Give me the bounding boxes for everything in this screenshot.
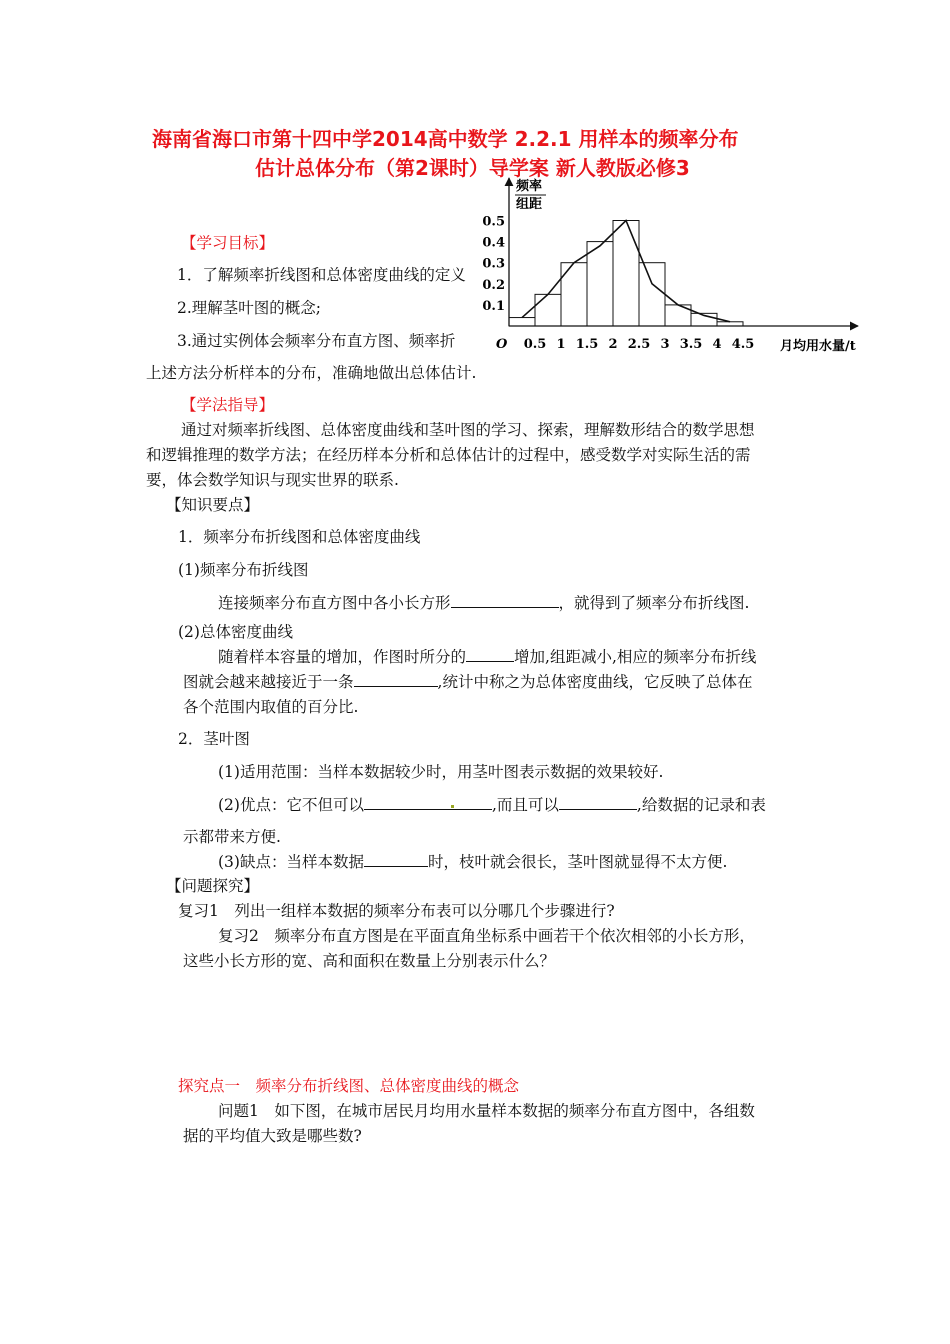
y-tick-label: 0.1 [482, 298, 505, 314]
answer-blank[interactable] [451, 593, 559, 608]
method-line-1: 通过对频率折线图、总体密度曲线和茎叶图的学习、探索，理解数形结合的数学思想 [181, 421, 755, 439]
answer-blank[interactable] [559, 795, 637, 810]
histogram-bar [535, 294, 561, 326]
x-tick-label: 4.5 [731, 337, 755, 352]
section-1-2-text-cont: 图就会越来越接近于一条 ,统计中称之为总体密度曲线，它反映了总体在 [183, 673, 753, 691]
section-1-1-text: 连接频率分布直方图中各小长方形 ，就得到了频率分布折线图. [218, 594, 750, 612]
x-axis-label: 月均用水量/t [780, 339, 856, 354]
x-tick-label: 1 [556, 337, 566, 352]
objective-3: 3.通过实例体会频率分布直方图、频率折 [177, 332, 456, 350]
x-tick-label: 3.5 [679, 337, 703, 352]
method-line-3: 要，体会数学知识与现实世界的联系. [146, 471, 399, 489]
x-tick-label: 1.5 [575, 337, 599, 352]
histogram-bar [613, 221, 639, 327]
section-1-1-title: (1)频率分布折线图 [178, 561, 309, 579]
page-title-line2: 估计总体分布（第2课时）导学案 新人教版必修3 [255, 156, 690, 180]
y-tick-label: 0.3 [482, 256, 505, 272]
section-2-1-text: (1)适用范围：当样本数据较少时，用茎叶图表示数据的效果较好. [218, 763, 664, 781]
section-1-title: 1．频率分布折线图和总体密度曲线 [178, 528, 421, 546]
question-1: 问题1 如下图，在城市居民月均用水量样本数据的频率分布直方图中，各组数 [218, 1102, 755, 1120]
y-tick-label: 0.2 [482, 277, 505, 293]
section-2-3-text: (3)缺点：当样本数据 时，枝叶就会很长，茎叶图就显得不太方便. [218, 853, 728, 871]
histogram-bar [509, 318, 535, 326]
objective-2: 2.理解茎叶图的概念; [177, 299, 322, 317]
section-1-2-title: (2)总体密度曲线 [178, 623, 293, 641]
histogram-bar [587, 242, 613, 326]
answer-blank[interactable] [364, 852, 428, 867]
section-1-2-text: 随着样本容量的增加，作图时所分的 增加,组距减小,相应的频率分布折线 [218, 648, 757, 666]
explore-point-1: 探究点一 频率分布折线图、总体密度曲线的概念 [178, 1077, 520, 1095]
answer-blank[interactable] [466, 647, 514, 662]
histogram-bar [639, 263, 665, 326]
x-tick-label: 2 [608, 337, 618, 352]
y-label-top: 频率 [516, 179, 543, 194]
x-tick-label: 4 [712, 337, 722, 352]
x-tick-label: 3 [660, 337, 670, 352]
stray-mark [451, 805, 454, 808]
page-title-line1: 海南省海口市第十四中学2014高中数学 2.2.1 用样本的频率分布 [152, 127, 739, 151]
frequency-polyline [522, 221, 730, 322]
method-heading: 【学法指导】 [181, 396, 275, 414]
origin-label: O [496, 337, 508, 352]
method-line-2: 和逻辑推理的数学方法；在经历样本分析和总体估计的过程中，感受数学对实际生活的需 [146, 446, 751, 464]
knowledge-heading: 【知识要点】 [166, 496, 260, 514]
answer-blank[interactable] [364, 795, 492, 810]
section-1-2-text-end: 各个范围内取值的百分比. [183, 698, 359, 716]
y-label-bottom: 组距 [516, 197, 543, 212]
y-tick-label: 0.4 [482, 235, 505, 251]
review-1: 复习1 列出一组样本数据的频率分布表可以分哪几个步骤进行? [178, 902, 615, 920]
histogram-bar [561, 263, 587, 326]
objective-3-cont: 上述方法分析样本的分布，准确地做出总体估计. [146, 364, 477, 382]
question-1-cont: 据的平均值大致是哪些数? [183, 1127, 362, 1145]
section-2-2-text-cont: 示都带来方便. [183, 828, 281, 846]
frequency-histogram-chart [478, 172, 878, 364]
objectives-heading: 【学习目标】 [181, 234, 275, 252]
review-2-cont: 这些小长方形的宽、高和面积在数量上分别表示什么？ [183, 952, 556, 970]
objective-1: 1．了解频率折线图和总体密度曲线的定义 [177, 266, 466, 284]
x-tick-label: 0.5 [523, 337, 547, 352]
section-2-title: 2．茎叶图 [178, 730, 250, 748]
y-tick-label: 0.5 [482, 214, 505, 230]
x-tick-label: 2.5 [627, 337, 651, 352]
section-2-2-text: (2)优点：它不但可以 ,而且可以 ,给数据的记录和表 [218, 796, 766, 814]
inquiry-heading: 【问题探究】 [166, 877, 260, 895]
review-2: 复习2 频率分布直方图是在平面直角坐标系中画若干个依次相邻的小长方形， [218, 927, 755, 945]
answer-blank[interactable] [354, 672, 438, 687]
